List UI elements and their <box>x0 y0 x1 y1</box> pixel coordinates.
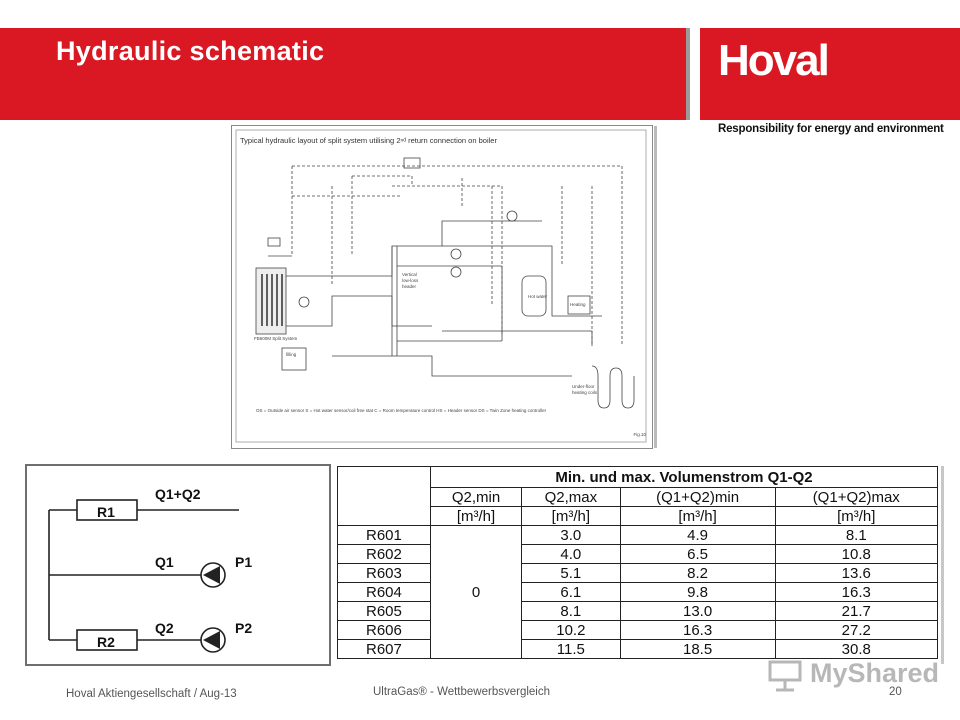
row-q2max: 3.0 <box>522 526 621 545</box>
svg-text:Under-floor: Under-floor <box>572 384 595 389</box>
label-p1: P1 <box>235 554 253 570</box>
row-q2max: 6.1 <box>522 583 621 602</box>
row-name: R607 <box>338 640 431 659</box>
flow-rate-table <box>337 466 938 659</box>
svg-text:heating coils: heating coils <box>572 390 598 395</box>
row-name: R601 <box>338 526 431 545</box>
table-corner-3 <box>338 507 431 526</box>
row-sum-max: 10.8 <box>775 545 938 564</box>
schematic-title: Typical hydraulic layout of split system utilising 2ⁿᵈ return connection on boiler <box>240 136 497 145</box>
row-sum-max: 21.7 <box>775 602 938 621</box>
unit-sum-max: [m³/h] <box>775 507 938 526</box>
flow-table-container <box>337 466 941 664</box>
svg-text:Vertical: Vertical <box>402 272 417 277</box>
unit-q2min: [m³/h] <box>431 507 522 526</box>
schematic-drawing <box>232 126 652 448</box>
row-sum-min: 9.8 <box>620 583 775 602</box>
svg-text:FB600M Split System: FB600M Split System <box>254 336 298 341</box>
twin-zone-controller <box>404 158 420 168</box>
row-sum-min: 13.0 <box>620 602 775 621</box>
table-row <box>338 621 938 640</box>
table-row <box>338 526 938 545</box>
label-q2: Q2 <box>155 620 174 636</box>
page-number: 20 <box>889 686 902 698</box>
svg-text:Heating: Heating <box>570 302 586 307</box>
label-r2: R2 <box>97 634 115 650</box>
row-sum-min: 4.9 <box>620 526 775 545</box>
logo-text: Hoval <box>718 36 828 85</box>
row-sum-max: 13.6 <box>775 564 938 583</box>
footer-presentation: UltraGas® - Wettbewerbsvergleich <box>373 686 550 698</box>
row-name: R603 <box>338 564 431 583</box>
svg-text:Hot water: Hot water <box>528 294 548 299</box>
q2min-value: 0 <box>431 526 522 659</box>
row-name: R602 <box>338 545 431 564</box>
row-q2max: 10.2 <box>522 621 621 640</box>
myshared-watermark <box>766 656 940 696</box>
svg-text:header: header <box>402 284 417 289</box>
unit-q2max: [m³/h] <box>522 507 621 526</box>
header-q2min: Q2,min <box>431 488 522 507</box>
row-sum-max: 30.8 <box>775 640 938 659</box>
table-row <box>338 583 938 602</box>
header-q2max: Q2,max <box>522 488 621 507</box>
table-corner-2 <box>338 488 431 507</box>
header-sum-max: (Q1+Q2)max <box>775 488 938 507</box>
row-sum-min: 6.5 <box>620 545 775 564</box>
header-sum-min: (Q1+Q2)min <box>620 488 775 507</box>
footer-company: Hoval Aktiengesellschaft / Aug-13 <box>66 688 237 700</box>
table-corner <box>338 467 431 488</box>
row-sum-max: 16.3 <box>775 583 938 602</box>
row-name: R606 <box>338 621 431 640</box>
tagline: Responsibility for energy and environment <box>718 123 944 135</box>
schematic-legend: OS = Outside air sensor S = Hot water sensor/coil free stat C = Room temperature control HS = Header sensor DS = Twin Zone heating controller <box>256 408 547 413</box>
presentation-icon <box>766 658 806 694</box>
row-q2max: 8.1 <box>522 602 621 621</box>
row-sum-min: 8.2 <box>620 564 775 583</box>
hydraulic-schematic-figure <box>231 125 653 449</box>
table-row <box>338 545 938 564</box>
unit-sum-min: [m³/h] <box>620 507 775 526</box>
slide-title: Hydraulic schematic <box>56 36 325 66</box>
row-sum-max: 8.1 <box>775 526 938 545</box>
title-bar-shadow <box>686 28 690 120</box>
row-sum-min: 16.3 <box>620 621 775 640</box>
watermark-text: MyShared <box>810 658 940 688</box>
table-header-row <box>338 488 938 507</box>
svg-text:filling: filling <box>286 352 297 357</box>
label-p2: P2 <box>235 620 253 636</box>
schematic-figure-number: Fig.10 <box>633 432 646 437</box>
table-row <box>338 564 938 583</box>
label-q1: Q1 <box>155 554 174 570</box>
row-q2max: 4.0 <box>522 545 621 564</box>
table-row <box>338 602 938 621</box>
svg-text:low-loss: low-loss <box>402 278 419 283</box>
row-name: R604 <box>338 583 431 602</box>
row-q2max: 11.5 <box>522 640 621 659</box>
pump-circuit-diagram <box>25 464 331 666</box>
row-q2max: 5.1 <box>522 564 621 583</box>
hoval-logo <box>700 28 960 120</box>
table-title: Min. und max. Volumenstrom Q1-Q2 <box>431 467 938 488</box>
row-name: R605 <box>338 602 431 621</box>
row-sum-max: 27.2 <box>775 621 938 640</box>
table-edge <box>941 466 944 664</box>
label-r1: R1 <box>97 504 115 520</box>
figure-edge <box>654 126 657 448</box>
row-sum-min: 18.5 <box>620 640 775 659</box>
label-q1q2: Q1+Q2 <box>155 486 201 502</box>
table-units-row <box>338 507 938 526</box>
